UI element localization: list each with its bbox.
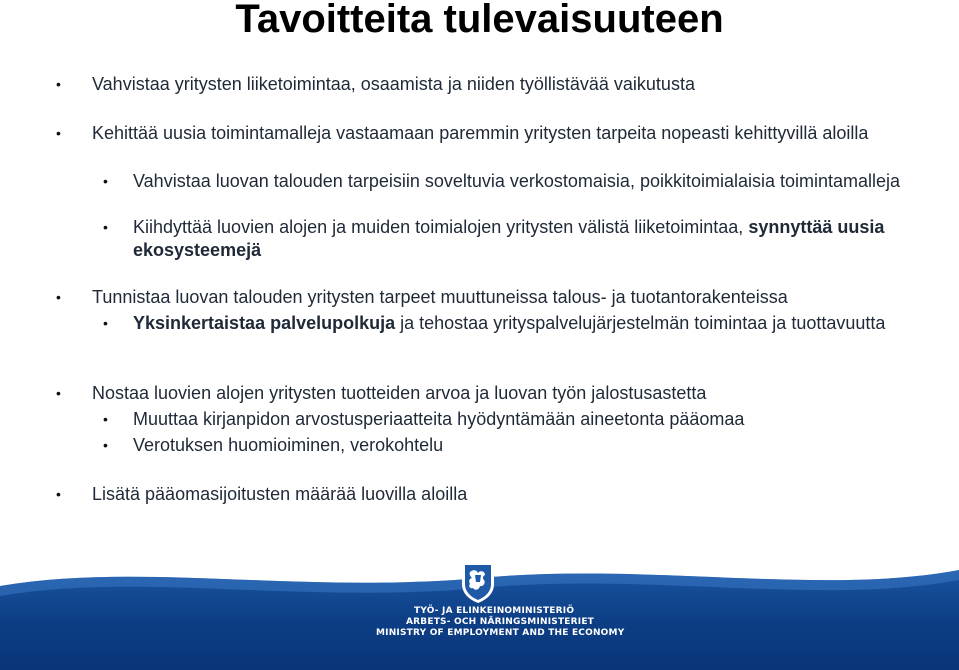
- sub-list-item: [103, 408, 903, 431]
- bullet-icon: •: [56, 76, 61, 92]
- item-text: Verotuksen huomioiminen, verokohtelu: [133, 435, 444, 455]
- bullet-icon: •: [103, 173, 108, 189]
- item-text: Lisätä pääomasijoitusten määrää luovilla aloilla: [92, 484, 468, 504]
- item-text: ja tehostaa yrityspalvelujärjestelmän toimintaa ja tuottavuutta: [395, 313, 886, 333]
- sub-list-item: [103, 216, 903, 262]
- lion-emblem-icon: [458, 560, 498, 604]
- list-item: [56, 122, 912, 145]
- ministry-name-fi: TYÖ- JA ELINKEINOMINISTERIÖ: [414, 606, 575, 616]
- list-item: [56, 73, 912, 96]
- bullet-icon: •: [56, 486, 61, 502]
- bullet-icon: •: [56, 385, 61, 401]
- item-text: Tunnistaa luovan talouden yritysten tarpeet muuttuneissa talous- ja tuotantorakenteissa: [92, 287, 788, 307]
- item-text-bold: Yksinkertaistaa palvelupolkuja: [133, 313, 396, 333]
- bullet-icon: •: [103, 315, 108, 331]
- list-item: [56, 286, 912, 309]
- bullet-icon: •: [103, 437, 108, 453]
- ministry-name: [376, 606, 676, 639]
- item-text: Kiihdyttää luovien alojen ja muiden toimialojen yritysten välistä liiketoimintaa,: [133, 217, 749, 237]
- sub-list-item: [103, 434, 903, 457]
- item-text: Vahvistaa yritysten liiketoimintaa, osaamista ja niiden työllistävää vaikutusta: [92, 74, 695, 94]
- sub-list-item: [103, 170, 903, 193]
- bullet-icon: •: [103, 219, 108, 235]
- bullet-icon: •: [56, 125, 61, 141]
- ministry-name-en: MINISTRY OF EMPLOYMENT AND THE ECONOMY: [376, 628, 625, 638]
- bullet-icon: •: [56, 289, 61, 305]
- sub-list-item: [103, 312, 903, 335]
- item-text: Vahvistaa luovan talouden tarpeisiin soveltuvia verkostomaisia, poikkitoimialaisia toimintamalleja: [133, 171, 901, 191]
- item-text: Kehittää uusia toimintamalleja vastaamaan paremmin yritysten tarpeita nopeasti kehittyvillä aloilla: [92, 123, 869, 143]
- item-text: Nostaa luovien alojen yritysten tuotteiden arvoa ja luovan työn jalostusastetta: [92, 383, 707, 403]
- list-item: [56, 483, 912, 506]
- list-item: [56, 382, 912, 405]
- slide-title: Tavoitteita tulevaisuuteen: [235, 0, 724, 41]
- item-text: Muuttaa kirjanpidon arvostusperiaatteita hyödyntämään aineetonta pääomaa: [133, 409, 745, 429]
- bullet-icon: •: [103, 411, 108, 427]
- item-text-bold: synnyttää uusia ekosysteemejä: [133, 217, 885, 260]
- footer-banner: [0, 556, 959, 670]
- ministry-name-sv: ARBETS- OCH NÄRINGSMINISTERIET: [406, 617, 595, 627]
